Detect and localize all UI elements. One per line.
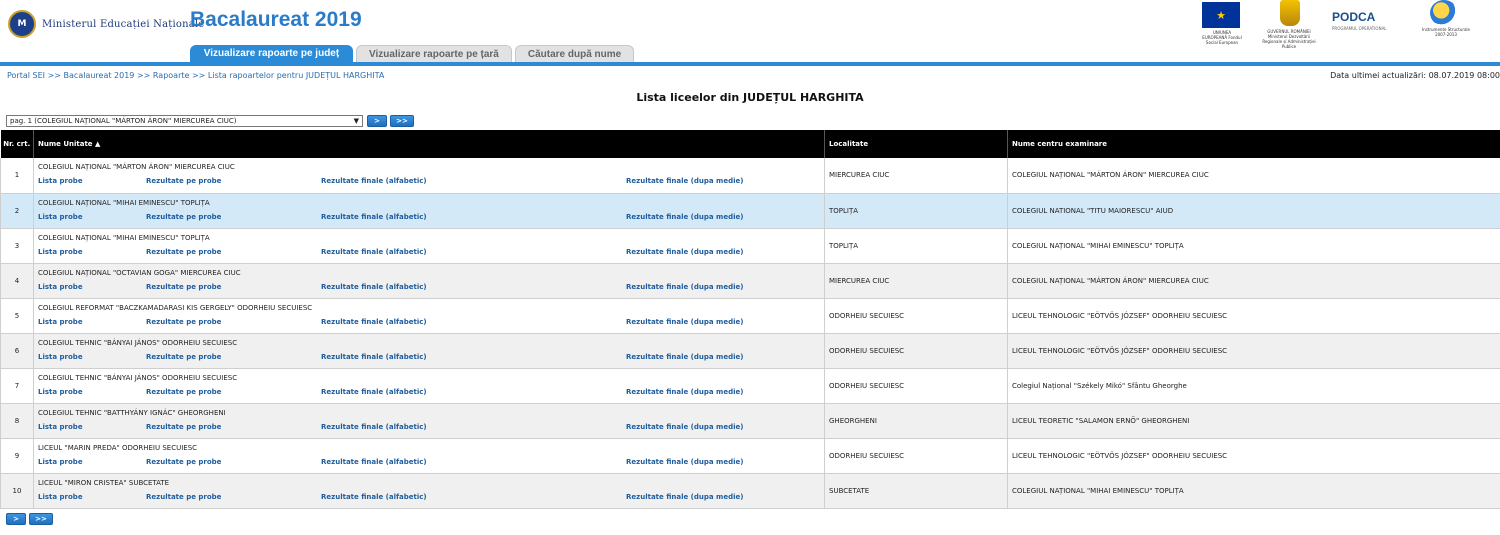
chevron-down-icon: ▼ xyxy=(353,117,359,125)
unit-cell xyxy=(34,298,825,333)
row-number: 10 xyxy=(1,473,34,508)
locality-cell: SUBCETATE xyxy=(825,473,1008,508)
rezultate-finale-medie-link[interactable]: Rezultate finale (dupa medie) xyxy=(626,457,744,466)
unit-cell xyxy=(34,473,825,508)
table-row xyxy=(1,193,1500,228)
row-number: 7 xyxy=(1,368,34,403)
breadcrumb-bacalaureat[interactable]: Bacalaureat 2019 xyxy=(63,71,135,80)
unit-cell xyxy=(34,368,825,403)
row-number: 4 xyxy=(1,263,34,298)
pager-top xyxy=(6,115,414,127)
unit-cell xyxy=(34,438,825,473)
exam-center-cell: COLEGIUL NATIONAL "TITU MAIORESCU" AIUD xyxy=(1008,193,1500,228)
rezultate-pe-probe-link[interactable]: Rezultate pe probe xyxy=(146,282,222,291)
breadcrumb-current-page[interactable]: Lista rapoartelor pentru JUDEȚUL HARGHITA xyxy=(207,71,385,80)
rezultate-pe-probe-link[interactable]: Rezultate pe probe xyxy=(146,352,222,361)
row-number: 1 xyxy=(1,158,34,193)
locality-cell: GHEORGHENI xyxy=(825,403,1008,438)
lista-probe-link[interactable]: Lista probe xyxy=(38,317,83,326)
table-row xyxy=(1,438,1500,473)
rezultate-finale-alfabetic-link[interactable]: Rezultate finale (alfabetic) xyxy=(321,212,427,221)
breadcrumb-separator: >> xyxy=(136,71,151,80)
unit-name: LICEUL "MIRON CRISTEA" SUBCETATE xyxy=(38,478,170,487)
row-number: 5 xyxy=(1,298,34,333)
breadcrumb-rapoarte[interactable]: Rapoarte xyxy=(152,71,190,80)
unit-report-links xyxy=(38,318,820,328)
ministry-name: Ministerul Educației Naționale xyxy=(42,18,205,30)
lista-probe-link[interactable]: Lista probe xyxy=(38,492,83,501)
rezultate-finale-alfabetic-link[interactable]: Rezultate finale (alfabetic) xyxy=(321,387,427,396)
tab-search-by-name[interactable]: Căutare după nume xyxy=(515,45,634,62)
rezultate-pe-probe-link[interactable]: Rezultate pe probe xyxy=(146,247,222,256)
pager-bottom xyxy=(6,513,53,525)
column-header-unit[interactable]: Nume Unitate ▲ xyxy=(34,130,825,158)
unit-report-links xyxy=(38,493,820,503)
breadcrumb-separator: >> xyxy=(191,71,206,80)
lista-probe-link[interactable]: Lista probe xyxy=(38,387,83,396)
column-header-nr: Nr. crt. xyxy=(1,130,34,158)
rezultate-pe-probe-link[interactable]: Rezultate pe probe xyxy=(146,422,222,431)
rezultate-finale-medie-link[interactable]: Rezultate finale (dupa medie) xyxy=(626,492,744,501)
page-select[interactable] xyxy=(6,115,363,127)
rezultate-pe-probe-link[interactable]: Rezultate pe probe xyxy=(146,317,222,326)
unit-name: COLEGIUL NAȚIONAL "MÁRTON ÁRON" MIERCUREA CIUC xyxy=(38,163,235,172)
column-header-center: Nume centru examinare xyxy=(1008,130,1500,158)
unit-report-links xyxy=(38,177,820,187)
ministry-seal-icon: M xyxy=(8,10,36,38)
row-number: 2 xyxy=(1,193,34,228)
locality-cell: ODORHEIU SECUIESC xyxy=(825,368,1008,403)
unit-cell xyxy=(34,403,825,438)
rezultate-pe-probe-link[interactable]: Rezultate pe probe xyxy=(146,177,222,186)
exam-center-cell: COLEGIUL NAȚIONAL "MIHAI EMINESCU" TOPLIȚA xyxy=(1008,473,1500,508)
page-select-value: pag. 1 (COLEGIUL NAȚIONAL "MÁRTON ÁRON" MIERCUREA CIUC) xyxy=(10,117,237,125)
unit-report-links xyxy=(38,213,820,223)
table-row xyxy=(1,263,1500,298)
exam-center-cell: Colegiul Național "Székely Mikó" Sfântu Gheorghe xyxy=(1008,368,1500,403)
lista-probe-link[interactable]: Lista probe xyxy=(38,212,83,221)
unit-name: COLEGIUL TEHNIC "BÁNYAI JÁNOS" ODORHEIU SECUIESC xyxy=(38,373,238,382)
table-row xyxy=(1,368,1500,403)
last-update: Data ultimei actualizări: 08.07.2019 08:00 xyxy=(1330,71,1500,80)
unit-cell xyxy=(34,263,825,298)
locality-cell: MIERCUREA CIUC xyxy=(825,263,1008,298)
lista-probe-link[interactable]: Lista probe xyxy=(38,457,83,466)
unit-report-links xyxy=(38,283,820,293)
breadcrumb-portal-sei[interactable]: Portal SEI xyxy=(7,71,46,80)
unit-cell xyxy=(34,193,825,228)
eu-flag-icon: ★ xyxy=(1202,2,1240,28)
unit-name: COLEGIUL NAȚIONAL "MIHAI EMINESCU" TOPLIȚA xyxy=(38,233,210,242)
rezultate-finale-medie-link[interactable]: Rezultate finale (dupa medie) xyxy=(626,212,744,221)
locality-cell: TOPLIȚA xyxy=(825,228,1008,263)
locality-cell: ODORHEIU SECUIESC xyxy=(825,438,1008,473)
unit-report-links xyxy=(38,388,820,398)
tab-bar-divider xyxy=(0,62,1500,66)
rezultate-finale-alfabetic-link[interactable]: Rezultate finale (alfabetic) xyxy=(321,282,427,291)
locality-cell: MIERCUREA CIUC xyxy=(825,158,1008,193)
row-number: 9 xyxy=(1,438,34,473)
unit-name: COLEGIUL TEHNIC "BÁNYAI JÁNOS" ODORHEIU SECUIESC xyxy=(38,338,238,347)
eu-logo-text: UNIUNEA EUROPEANĂ Fondul Social European xyxy=(1202,30,1242,45)
sponsor-logos xyxy=(1200,0,1500,50)
last-page-button[interactable]: >> xyxy=(390,115,414,127)
rezultate-pe-probe-link[interactable]: Rezultate pe probe xyxy=(146,212,222,221)
lista-probe-link[interactable]: Lista probe xyxy=(38,247,83,256)
podca-logo: PODCA xyxy=(1332,10,1376,24)
rezultate-finale-medie-link[interactable]: Rezultate finale (dupa medie) xyxy=(626,422,744,431)
breadcrumb xyxy=(7,71,384,80)
lista-probe-link[interactable]: Lista probe xyxy=(38,352,83,361)
locality-cell: ODORHEIU SECUIESC xyxy=(825,298,1008,333)
table-header-row xyxy=(1,130,1500,158)
row-number: 3 xyxy=(1,228,34,263)
breadcrumb-separator: >> xyxy=(47,71,61,80)
table-row xyxy=(1,473,1500,508)
government-logo-text: GUVERNUL ROMÂNIEI Ministerul Dezvoltării Regionale și Administrației Publice xyxy=(1262,29,1316,49)
structural-instruments-text: Instrumente Structurale 2007-2013 xyxy=(1422,27,1470,37)
rezultate-finale-medie-link[interactable]: Rezultate finale (dupa medie) xyxy=(626,282,744,291)
lista-probe-link[interactable]: Lista probe xyxy=(38,282,83,291)
locality-cell: ODORHEIU SECUIESC xyxy=(825,333,1008,368)
next-page-button[interactable]: > xyxy=(6,513,26,525)
unit-name: LICEUL "MARIN PREDA" ODORHEIU SECUIESC xyxy=(38,443,198,452)
exam-center-cell: LICEUL TEHNOLOGIC "EÖTVÖS JÓZSEF" ODORHEIU SECUIESC xyxy=(1008,333,1500,368)
rezultate-finale-medie-link[interactable]: Rezultate finale (dupa medie) xyxy=(626,247,744,256)
unit-name: COLEGIUL REFORMAT "BACZKAMADARASI KIS GERGELY" ODORHEIU SECUIESC xyxy=(38,303,313,312)
table-row xyxy=(1,403,1500,438)
row-number: 8 xyxy=(1,403,34,438)
unit-report-links xyxy=(38,248,820,258)
unit-name: COLEGIUL NAȚIONAL "OCTAVIAN GOGA" MIERCUREA CIUC xyxy=(38,268,241,277)
structural-instruments-icon xyxy=(1430,0,1458,26)
lista-probe-link[interactable]: Lista probe xyxy=(38,422,83,431)
column-header-locality: Localitate xyxy=(825,130,1008,158)
unit-cell xyxy=(34,228,825,263)
exam-center-cell: COLEGIUL NAȚIONAL "MÁRTON ÁRON" MIERCUREA CIUC xyxy=(1008,158,1500,193)
rezultate-finale-medie-link[interactable]: Rezultate finale (dupa medie) xyxy=(626,317,744,326)
rezultate-finale-alfabetic-link[interactable]: Rezultate finale (alfabetic) xyxy=(321,492,427,501)
rezultate-pe-probe-link[interactable]: Rezultate pe probe xyxy=(146,457,222,466)
exam-center-cell: COLEGIUL NAȚIONAL "MIHAI EMINESCU" TOPLIȚA xyxy=(1008,228,1500,263)
unit-cell xyxy=(34,333,825,368)
unit-report-links xyxy=(38,423,820,433)
unit-name: COLEGIUL NAȚIONAL "MIHAI EMINESCU" TOPLIȚA xyxy=(38,198,210,207)
rezultate-finale-alfabetic-link[interactable]: Rezultate finale (alfabetic) xyxy=(321,177,427,186)
rezultate-finale-medie-link[interactable]: Rezultate finale (dupa medie) xyxy=(626,177,744,186)
government-crest-icon xyxy=(1280,0,1300,26)
table-row xyxy=(1,228,1500,263)
lista-probe-link[interactable]: Lista probe xyxy=(38,177,83,186)
rezultate-finale-medie-link[interactable]: Rezultate finale (dupa medie) xyxy=(626,352,744,361)
next-page-button[interactable]: > xyxy=(367,115,387,127)
unit-cell xyxy=(34,158,825,193)
locality-cell: TOPLIȚA xyxy=(825,193,1008,228)
schools-table xyxy=(0,130,1500,509)
tab-country-reports[interactable]: Vizualizare rapoarte pe țară xyxy=(356,45,512,62)
tab-county-reports[interactable]: Vizualizare rapoarte pe județ xyxy=(190,45,353,62)
last-page-button[interactable]: >> xyxy=(29,513,53,525)
rezultate-finale-medie-link[interactable]: Rezultate finale (dupa medie) xyxy=(626,387,744,396)
exam-center-cell: LICEUL TEHNOLOGIC "EÖTVÖS JÓZSEF" ODORHEIU SECUIESC xyxy=(1008,438,1500,473)
table-row xyxy=(1,158,1500,193)
unit-report-links xyxy=(38,458,820,468)
table-row xyxy=(1,333,1500,368)
rezultate-finale-alfabetic-link[interactable]: Rezultate finale (alfabetic) xyxy=(321,352,427,361)
exam-center-cell: COLEGIUL NAȚIONAL "MÁRTON ÁRON" MIERCUREA CIUC xyxy=(1008,263,1500,298)
rezultate-finale-alfabetic-link[interactable]: Rezultate finale (alfabetic) xyxy=(321,247,427,256)
podca-logo-subtitle: PROGRAMUL OPERAȚIONAL xyxy=(1332,26,1387,31)
unit-name: COLEGIUL TEHNIC "BATTHYÁNY IGNÁC" GHEORGHENI xyxy=(38,408,226,417)
rezultate-pe-probe-link[interactable]: Rezultate pe probe xyxy=(146,492,222,501)
row-number: 6 xyxy=(1,333,34,368)
app-title: Bacalaureat 2019 xyxy=(190,8,362,31)
table-row xyxy=(1,298,1500,333)
rezultate-finale-alfabetic-link[interactable]: Rezultate finale (alfabetic) xyxy=(321,317,427,326)
unit-report-links xyxy=(38,353,820,363)
rezultate-finale-alfabetic-link[interactable]: Rezultate finale (alfabetic) xyxy=(321,457,427,466)
rezultate-pe-probe-link[interactable]: Rezultate pe probe xyxy=(146,387,222,396)
exam-center-cell: LICEUL TEHNOLOGIC "EÖTVÖS JÓZSEF" ODORHEIU SECUIESC xyxy=(1008,298,1500,333)
report-tabs xyxy=(190,45,637,62)
exam-center-cell: LICEUL TEORETIC "SALAMON ERNŐ" GHEORGHENI xyxy=(1008,403,1500,438)
page-title: Lista liceelor din JUDEȚUL HARGHITA xyxy=(636,91,864,104)
rezultate-finale-alfabetic-link[interactable]: Rezultate finale (alfabetic) xyxy=(321,422,427,431)
ministry-branding xyxy=(8,10,204,38)
